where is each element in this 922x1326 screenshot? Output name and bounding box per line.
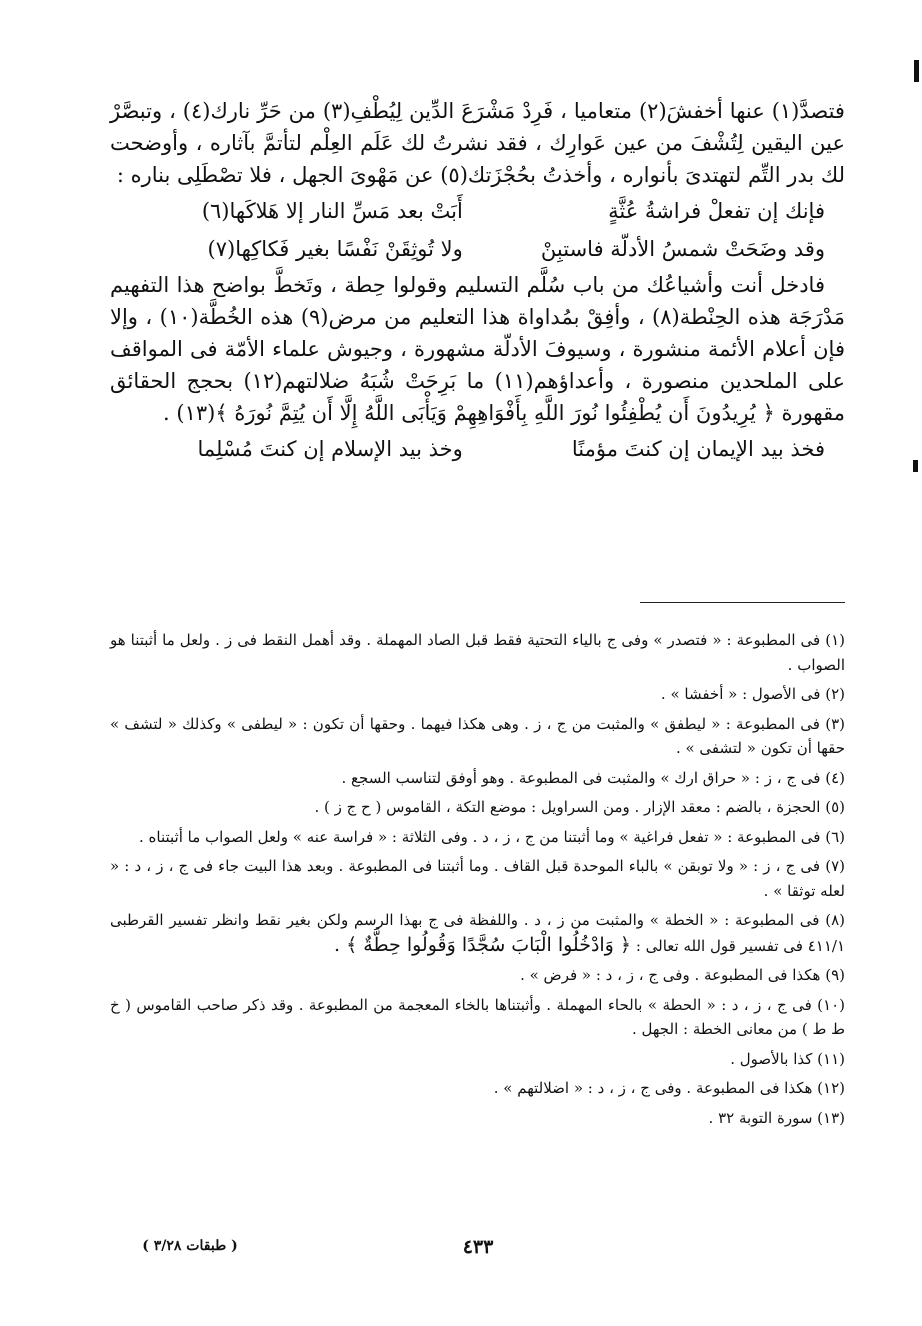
footnote-5: (٥) الحجزة ، بالضم : معقد الإزار . ومن السراويل : موضع التكة ، القاموس ( ح ج ز ) . bbox=[314, 798, 845, 816]
verse-line-1 bbox=[110, 193, 845, 229]
footnotes bbox=[110, 628, 845, 1135]
footnote-11: (١١) كذا بالأصول . bbox=[730, 1049, 845, 1068]
footnote-8 bbox=[110, 908, 845, 958]
footnote-12: (١٢) هكذا فى المطبوعة . وفى ج ، ز ، د : « اضلالتهم » . bbox=[493, 1079, 845, 1097]
footnote-8-text: (٨) فى المطبوعة : « الخطة » والمثبت من ز ، د . واللفظة فى ج بهذا الرسم ولكن بغير نقط وانظر تفسير القرطبى ٤١١/١ فى تفسير قول الله تعالى : bbox=[110, 911, 845, 955]
paragraph-1: فتصدَّ(١) عنها أخفشَ(٢) متعاميا ، فَرِدْ مَشْرَعَ الدِّين لِيُطْفِ(٣) من حَرِّ نارك(٤) ، وتبصَّرْ عين اليقين لِتُشْفَ من عين عَوارِك ، فقد نشرتُ لك عَلَم العِلْم لتأتمَّ بآثاره ، وأوضحت لك بدر التِّم لتهتدىَ بأنواره ، وأخذتُ بحُجْزَتك(٥) عن مَهْوىَ الجهل ، فلا تصْطَلِى بناره : bbox=[110, 99, 845, 187]
footnote-9: (٩) هكذا فى المطبوعة . وفى ج ، ز ، د : « فرض » . bbox=[520, 966, 845, 984]
paragraph-2: فادخل أنت وأشياعُك من باب سُلَّم التسليم وقولوا حِطة ، وتَخطَّ بواضح هذا التفهيم مَدْرَجَة هذه الحِنْطة(٨) ، وأفِقْ بمُداواة هذا التعليم من مرض(٩) هذه الخُطَّة(١٠) ، وإلا فإن أعلام الأئمة منشورة ، وسيوفَ الأدلّة مشهورة ، وجيوش علماء الأمّة فى المواقف على الملحدين منصورة ، وأعداؤهم(١١) ما بَرِحَتْ شُبَهُ ضلالتهم(١٢) بحجج الحقائق مقهورة ﴿ يُرِيدُونَ أَن يُطْفِئُوا نُورَ اللَّهِ بِأَفْوَاهِهِمْ وَيَأْبَى اللَّهُ إِلَّا أَن يُتِمَّ نُورَهُ ﴾(١٣) . bbox=[110, 273, 845, 425]
footnote-13: (١٣) سورة التوبة ٣٢ . bbox=[708, 1108, 845, 1127]
verse-2-first-hemistich: وقد وضَحَتْ شمسُ الأدلّة فاستبِنْ bbox=[540, 237, 825, 261]
verse-2-second-hemistich: ولا تُوثِقَنْ نَفْسًا بغير فَكاكِها(٧) bbox=[207, 237, 463, 261]
verse-line-3 bbox=[110, 431, 845, 467]
footnote-separator bbox=[640, 602, 845, 603]
scan-edge-mark-top bbox=[914, 60, 919, 82]
main-text bbox=[110, 95, 845, 469]
footnote-1: (١) فى المطبوعة : « فتصدر » وفى ج بالياء التحتية فقط قبل الصاد المهملة . وقد أهمل النقط فى ز . ولعل ما أثبتنا هو الصواب . bbox=[110, 631, 845, 674]
verse-1-first-hemistich: فإنك إن تفعلْ فراشةُ عُثَّةٍ bbox=[608, 199, 825, 223]
footnote-3: (٣) فى المطبوعة : « ليطفق » والمثبت من ج ، ز . وهى هكذا فيهما . وحقها أن تكون : « ليطفى » وكذلك « لتشف » حقها أن تكون « لتشفى » . bbox=[110, 714, 846, 757]
verse-3-second-hemistich: وخذ بيد الإسلام إن كنتَ مُسْلِما bbox=[197, 437, 463, 461]
printer-signature: ( طبقات ٣/٢٨ ) bbox=[142, 1238, 238, 1254]
verse-1-second-hemistich: أَبَتْ بعد مَسِّ النار إلا هَلاكَها(٦) bbox=[201, 199, 463, 223]
footnote-7: (٧) فى ج ، ز : « ولا توبقن » بالباء الموحدة قبل القاف . وما أثبتنا فى المطبوعة . وبعد هذا البيت جاء فى ج ، ز ، د : « لعله توثقا » . bbox=[110, 857, 845, 900]
scan-edge-mark-middle bbox=[913, 460, 918, 472]
footnote-10: (١٠) فى ج ، ز ، د : « الحطة » بالحاء المهملة . وأثبتناها بالخاء المعجمة من المطبوعة . وقد ذكر صاحب القاموس ( خ ط ط ) من معانى الخطة : الجهل . bbox=[110, 995, 845, 1038]
verse-line-2 bbox=[110, 231, 845, 267]
footnote-8-quran-verse: ﴿ وَادْخُلُوا الْبَابَ سُجَّدًا وَقُولُوا حِطَّةٌ ﴾ . bbox=[334, 933, 632, 956]
verse-3-first-hemistich: فخذ بيد الإيمان إن كنتَ مؤمنًا bbox=[571, 437, 825, 461]
footnote-4: (٤) فى ج ، ز : « حراق ارك » والمثبت فى المطبوعة . وهو أوفق لتناسب السجع . bbox=[341, 768, 845, 787]
footnote-6: (٦) فى المطبوعة : « تفعل فراغية » وما أثبتنا من ج ، ز ، د . وفى الثلاثة : « فراسة عنه » ولعل الصواب ما أثبتناه . bbox=[139, 827, 845, 846]
footnote-2: (٢) فى الأصول : « أخفشا » . bbox=[660, 685, 845, 703]
page-number: ٤٣٣ bbox=[462, 1236, 494, 1258]
